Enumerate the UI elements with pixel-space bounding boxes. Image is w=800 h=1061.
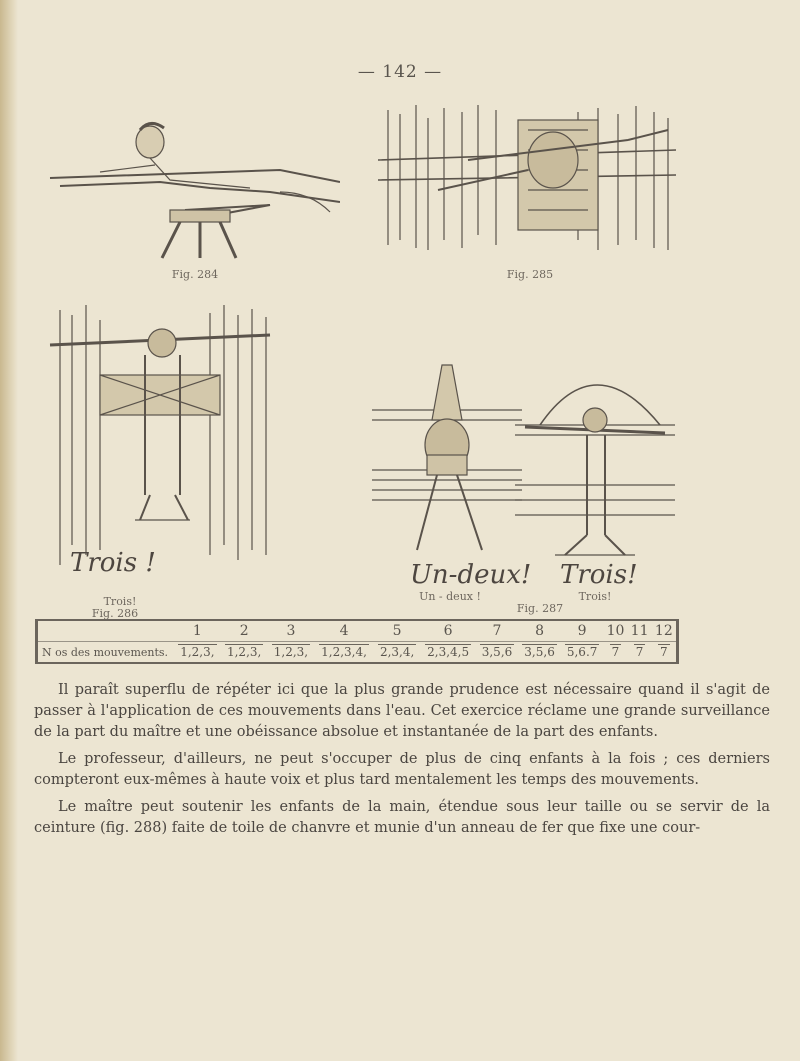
figure-287-left-label: Un - deux !: [419, 590, 481, 603]
table-cell: 7: [635, 645, 644, 659]
figure-287-left-script: Un-deux!: [410, 560, 532, 590]
figure-286-caption: Fig. 286: [91, 607, 139, 620]
table-cell: 5,6.7: [566, 645, 598, 659]
table-column-number: 7: [476, 620, 519, 642]
table-column-number: 10: [603, 620, 627, 642]
figure-287-right-label: Trois!: [578, 590, 612, 603]
body-paragraph: Le maître peut soutenir les enfants de la main, étendue sous leur taille ou se servir de la ceinture (fig. 288) faite de toile de chanvre et munie d'un anneau de fer que fixe une cour-: [34, 799, 770, 836]
figure-287-left-illustration: [372, 360, 522, 560]
figure-285-illustration: [378, 100, 676, 250]
figure-287-caption: Fig. 287: [516, 602, 564, 615]
table-column-number: 9: [561, 620, 604, 642]
table-cell: 7: [611, 645, 620, 659]
table-column-number: 5: [374, 620, 421, 642]
body-paragraph: Le professeur, d'ailleurs, ne peut s'occuper de plus de cinq enfants à la fois ; ces derniers compteront eux-mêmes à haute voix et plus tard mentalement les temps des mouvements.: [34, 751, 770, 788]
table-cell: 3,5,6: [481, 645, 513, 659]
table-column-number: 8: [518, 620, 561, 642]
movements-table: [35, 619, 679, 664]
table-column-number: 3: [268, 620, 315, 642]
table-column-number: 6: [421, 620, 476, 642]
table-header-row: [37, 620, 678, 642]
table-cell: 1,2,3,: [226, 645, 262, 659]
table-column-number: 12: [652, 620, 678, 642]
table-row-header: N os des mouvements.: [42, 645, 169, 659]
body-paragraph: Il paraît superflu de répéter ici que la plus grande prudence est nécessaire quand il s'agit de passer à l'application de ces mouvements dans l'eau. Cet exercice réclame une grande surveillance de la part du maître et une obéissance absolue et instantanée de la part des enfants.: [34, 682, 770, 740]
body-text: [34, 680, 770, 845]
figure-286-label: Trois!: [103, 595, 137, 608]
table-cell: 2,3,4,5: [427, 645, 470, 659]
table-cell: 1,2,3,: [180, 645, 215, 659]
table-column-number: 4: [314, 620, 373, 642]
figure-286-script: Trois !: [70, 548, 156, 578]
table-cell: 3,5,6: [524, 645, 555, 659]
figure-284-caption: Fig. 284: [171, 268, 219, 281]
table-cell: 1,2,3,4,: [321, 645, 367, 659]
figure-287-right-illustration: [515, 365, 675, 565]
table-column-number: 1: [174, 620, 221, 642]
table-column-number: 11: [628, 620, 652, 642]
table-column-number: 2: [221, 620, 268, 642]
table-cell: 7: [660, 645, 668, 659]
table-cell: 1,2,3,: [273, 645, 309, 659]
figure-287-right-script: Trois!: [560, 560, 638, 590]
table-cell: 2,3,4,: [379, 645, 415, 659]
table-row: [37, 642, 678, 664]
page-number: — 142 —: [357, 62, 443, 82]
figure-284-illustration: [40, 110, 340, 260]
page-edge: [0, 0, 18, 1061]
figure-285-caption: Fig. 285: [506, 268, 554, 281]
